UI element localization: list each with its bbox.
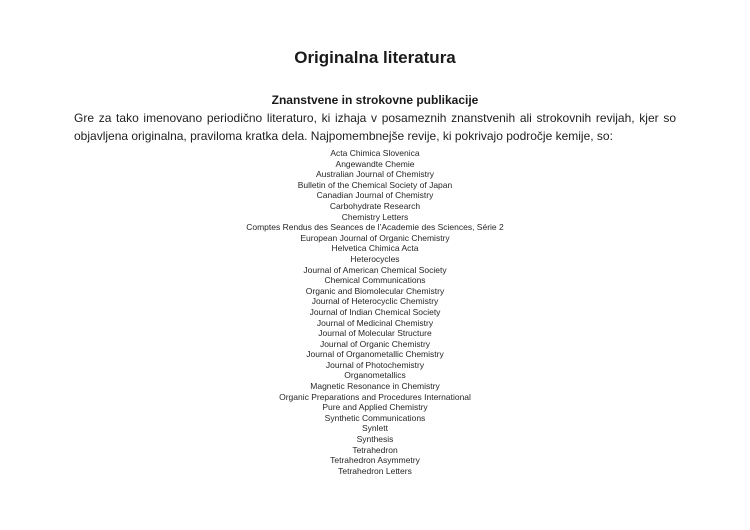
journal-item: Journal of Indian Chemical Society xyxy=(309,306,441,317)
journal-item: Chemistry Letters xyxy=(341,211,409,222)
journal-item: Tetrahedron Letters xyxy=(338,465,412,476)
journal-item: Journal of American Chemical Society xyxy=(303,264,447,275)
journal-item: Synthesis xyxy=(356,434,394,445)
journal-list xyxy=(0,148,750,476)
intro-paragraph: Gre za tako imenovano periodično literaturo, ki izhaja v posameznih znanstvenih ali strokovnih revijah, kjer so objavljena originalna, praviloma kratka dela. Najpomembnejše revije, ki pokrivajo področje kemije, so: xyxy=(74,111,676,143)
journal-item: Journal of Molecular Structure xyxy=(318,328,432,339)
journal-item: Synlett xyxy=(362,423,388,434)
journal-item: Helvetica Chimica Acta xyxy=(331,243,419,254)
journal-item: European Journal of Organic Chemistry xyxy=(300,232,450,243)
journal-item: Magnetic Resonance in Chemistry xyxy=(310,381,440,392)
journal-item: Organic and Biomolecular Chemistry xyxy=(305,285,445,296)
journal-item: Bulletin of the Chemical Society of Japan xyxy=(297,179,453,190)
journal-item: Canadian Journal of Chemistry xyxy=(316,190,434,201)
journal-item: Organometallics xyxy=(344,370,406,381)
journal-item: Synthetic Communications xyxy=(324,412,426,423)
journal-item: Journal of Heterocyclic Chemistry xyxy=(311,296,439,307)
journal-item: Pure and Applied Chemistry xyxy=(322,402,428,413)
journal-item: Journal of Organic Chemistry xyxy=(319,338,431,349)
page-title: Originalna literatura xyxy=(294,48,456,67)
journal-item: Organic Preparations and Procedures International xyxy=(279,391,471,402)
journal-item: Comptes Rendus des Seances de l’Academie des Sciences, Série 2 xyxy=(246,222,504,233)
journal-item: Carbohydrate Research xyxy=(329,200,421,211)
journal-item: Acta Chimica Slovenica xyxy=(330,148,420,158)
journal-item: Journal of Organometallic Chemistry xyxy=(306,349,444,360)
journal-item: Journal of Medicinal Chemistry xyxy=(316,317,434,328)
journal-item: Chemical Communications xyxy=(324,275,426,286)
journal-item: Australian Journal of Chemistry xyxy=(315,169,435,180)
journal-item: Heterocycles xyxy=(350,253,400,264)
journal-item: Tetrahedron xyxy=(352,444,398,455)
journal-item: Angewandte Chemie xyxy=(335,158,415,169)
section-heading: Znanstvene in strokovne publikacije xyxy=(271,93,479,107)
journal-item: Journal of Photochemistry xyxy=(325,359,425,370)
journal-item: Tetrahedron Asymmetry xyxy=(330,455,420,466)
